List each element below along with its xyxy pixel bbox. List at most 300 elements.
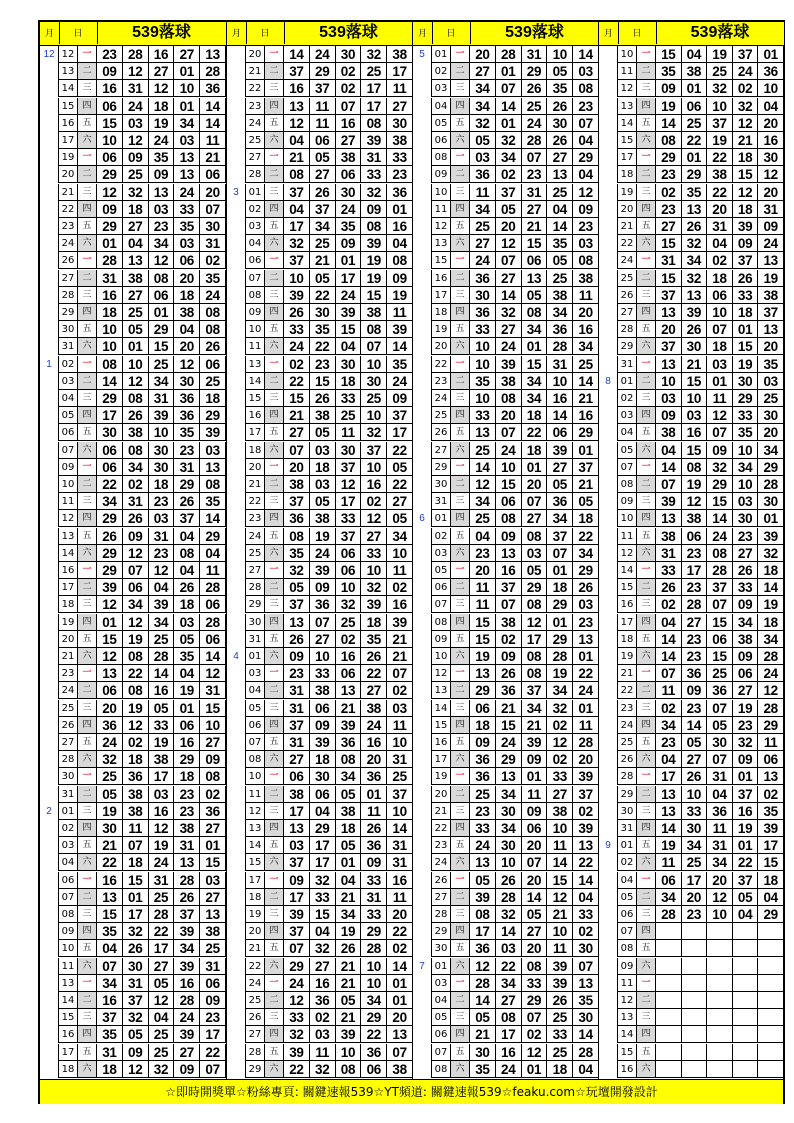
- draw-number: 10: [470, 356, 496, 373]
- draw-row: [413, 80, 599, 97]
- draw-number: 21: [682, 356, 708, 373]
- weekday-cell: 六: [451, 132, 470, 149]
- weekday-cell: 四: [78, 820, 97, 837]
- draw-number: 01: [522, 1061, 548, 1078]
- month-cell: [40, 854, 59, 871]
- draw-number: 26: [733, 562, 759, 579]
- draw-number: 10: [97, 132, 123, 149]
- month-cell: [40, 407, 59, 424]
- month-cell: [413, 545, 432, 562]
- draw-number: 02: [547, 717, 573, 734]
- month-cell: [40, 631, 59, 648]
- draw-number: 17: [361, 80, 387, 97]
- draw-number: 13: [656, 304, 682, 321]
- draw-number: 06: [200, 596, 226, 613]
- draw-number: 01: [758, 510, 784, 527]
- month-cell: [413, 1009, 432, 1026]
- draw-number: 26: [656, 579, 682, 596]
- draw-number: 28: [174, 872, 200, 889]
- draw-number: 29: [522, 992, 548, 1009]
- day-cell: 10: [432, 648, 451, 665]
- draw-number: 01: [496, 115, 522, 132]
- draw-number: 14: [547, 407, 573, 424]
- draw-number: 12: [470, 476, 496, 493]
- draw-number: 37: [310, 80, 336, 97]
- day-cell: 30: [59, 768, 78, 785]
- draw-number: 04: [200, 545, 226, 562]
- draw-number: 30: [707, 734, 733, 751]
- draw-row: [40, 270, 226, 287]
- draw-number: 39: [733, 218, 759, 235]
- draw-number: 16: [758, 132, 784, 149]
- weekday-cell: 六: [265, 338, 284, 355]
- draw-number: 10: [387, 803, 413, 820]
- draw-number: 12: [123, 1061, 149, 1078]
- day-cell: 08: [432, 614, 451, 631]
- draw-number: 12: [123, 63, 149, 80]
- draw-row: [413, 682, 599, 699]
- month-cell: [413, 166, 432, 183]
- draw-number: 01: [707, 373, 733, 390]
- draw-number: [758, 1026, 784, 1043]
- draw-number: 15: [733, 166, 759, 183]
- draw-row: [227, 528, 413, 545]
- draw-number: 10: [707, 906, 733, 923]
- day-cell: 28: [618, 321, 637, 338]
- draw-number: 38: [496, 614, 522, 631]
- draw-number: 29: [733, 390, 759, 407]
- weekday-cell: 四: [637, 1026, 656, 1043]
- draw-number: 38: [174, 820, 200, 837]
- draw-number: 30: [733, 510, 759, 527]
- draw-number: 14: [707, 510, 733, 527]
- day-cell: 06: [59, 872, 78, 889]
- draw-row: [227, 390, 413, 407]
- draw-row: [227, 958, 413, 975]
- draw-number: 14: [758, 579, 784, 596]
- weekday-cell: 五: [78, 218, 97, 235]
- weekday-cell: 三: [78, 80, 97, 97]
- draw-row: [40, 252, 226, 269]
- weekday-cell: 四: [78, 407, 97, 424]
- draw-number: 31: [149, 390, 175, 407]
- draw-row: [599, 201, 784, 218]
- draw-number: 09: [336, 235, 362, 252]
- draw-number: 34: [496, 975, 522, 992]
- draw-number: 13: [174, 166, 200, 183]
- draw-number: 36: [284, 510, 310, 527]
- draw-number: 10: [361, 407, 387, 424]
- draw-row: [40, 1026, 226, 1043]
- draw-number: 02: [758, 786, 784, 803]
- draw-number: 08: [200, 304, 226, 321]
- draw-number: 10: [200, 717, 226, 734]
- weekday-cell: 五: [78, 837, 97, 854]
- draw-number: 04: [470, 528, 496, 545]
- month-cell: [40, 889, 59, 906]
- month-cell: [227, 958, 246, 975]
- draw-number: 27: [200, 734, 226, 751]
- draw-number: 20: [522, 837, 548, 854]
- day-cell: 31: [59, 786, 78, 803]
- day-cell: 18: [618, 631, 637, 648]
- draw-number: 23: [682, 648, 708, 665]
- month-cell: [599, 631, 618, 648]
- draw-row: [599, 958, 784, 975]
- draw-number: 03: [310, 1026, 336, 1043]
- day-cell: 01: [59, 803, 78, 820]
- weekday-cell: 二: [265, 63, 284, 80]
- draw-number: 08: [361, 115, 387, 132]
- day-cell: 25: [59, 700, 78, 717]
- draw-number: 08: [123, 390, 149, 407]
- day-cell: 05: [432, 115, 451, 132]
- draw-number: 30: [149, 459, 175, 476]
- draw-number: 06: [149, 287, 175, 304]
- draw-number: 39: [174, 958, 200, 975]
- day-cell: 02: [618, 854, 637, 871]
- month-cell: 12: [40, 46, 59, 63]
- month-cell: [227, 98, 246, 115]
- draw-number: 32: [707, 80, 733, 97]
- weekday-cell: 六: [78, 442, 97, 459]
- draw-row: [413, 459, 599, 476]
- draw-number: 30: [496, 803, 522, 820]
- draw-row: [227, 424, 413, 441]
- weekday-cell: 五: [451, 424, 470, 441]
- draw-row: [413, 717, 599, 734]
- day-cell: 02: [432, 63, 451, 80]
- draw-number: 09: [200, 751, 226, 768]
- draw-number: 25: [758, 390, 784, 407]
- weekday-cell: 四: [265, 304, 284, 321]
- draw-number: 23: [310, 356, 336, 373]
- day-cell: 31: [618, 356, 637, 373]
- draw-number: 39: [470, 889, 496, 906]
- draw-number: 27: [682, 614, 708, 631]
- month-cell: [40, 493, 59, 510]
- draw-number: [682, 1044, 708, 1061]
- day-cell: 23: [432, 837, 451, 854]
- month-cell: [40, 768, 59, 785]
- draw-number: 19: [387, 287, 413, 304]
- weekday-cell: 一: [451, 149, 470, 166]
- month-cell: [40, 872, 59, 889]
- draw-number: 19: [758, 270, 784, 287]
- day-cell: 09: [432, 166, 451, 183]
- draw-row: [40, 218, 226, 235]
- weekday-cell: 五: [78, 528, 97, 545]
- draw-number: 23: [174, 803, 200, 820]
- month-cell: [599, 98, 618, 115]
- draw-number: 05: [123, 321, 149, 338]
- draw-number: 32: [149, 1061, 175, 1078]
- draw-number: 27: [310, 631, 336, 648]
- draw-number: 26: [682, 218, 708, 235]
- draw-row: [40, 528, 226, 545]
- draw-column-1: [40, 22, 226, 1079]
- draw-number: 09: [758, 218, 784, 235]
- draw-number: 19: [149, 734, 175, 751]
- draw-number: 29: [547, 631, 573, 648]
- draw-number: 34: [336, 768, 362, 785]
- draw-number: 36: [310, 992, 336, 1009]
- day-cell: 03: [432, 80, 451, 97]
- weekday-cell: 三: [637, 803, 656, 820]
- weekday-cell: 六: [78, 854, 97, 871]
- draw-number: 35: [573, 992, 599, 1009]
- draw-number: 30: [361, 373, 387, 390]
- draw-number: 15: [547, 872, 573, 889]
- day-cell: 26: [432, 424, 451, 441]
- draw-number: 03: [707, 356, 733, 373]
- draw-number: 33: [470, 820, 496, 837]
- draw-number: 06: [123, 579, 149, 596]
- draw-number: 39: [174, 923, 200, 940]
- draw-number: 17: [200, 1026, 226, 1043]
- day-cell: 26: [618, 751, 637, 768]
- month-cell: [227, 442, 246, 459]
- day-cell: 05: [59, 407, 78, 424]
- draw-number: 19: [149, 837, 175, 854]
- draw-number: 04: [123, 235, 149, 252]
- draw-number: 06: [310, 700, 336, 717]
- draw-number: 06: [200, 975, 226, 992]
- draw-number: 29: [758, 459, 784, 476]
- month-cell: [227, 820, 246, 837]
- draw-number: 14: [682, 717, 708, 734]
- draw-number: 02: [573, 803, 599, 820]
- draw-number: 30: [336, 442, 362, 459]
- draw-number: 25: [470, 510, 496, 527]
- draw-row: [413, 442, 599, 459]
- draw-row: [227, 906, 413, 923]
- draw-number: 37: [336, 459, 362, 476]
- draw-row: [599, 80, 784, 97]
- draw-row: [413, 493, 599, 510]
- draw-number: 30: [336, 184, 362, 201]
- draw-row: [599, 98, 784, 115]
- month-cell: [40, 751, 59, 768]
- draw-number: 09: [682, 682, 708, 699]
- weekday-cell: 二: [637, 579, 656, 596]
- draw-row: [599, 768, 784, 785]
- draw-number: 18: [123, 751, 149, 768]
- draw-number: 10: [361, 562, 387, 579]
- draw-number: 14: [656, 115, 682, 132]
- weekday-cell: 一: [78, 459, 97, 476]
- day-cell: 11: [618, 528, 637, 545]
- draw-number: 34: [733, 614, 759, 631]
- draw-number: 01: [573, 442, 599, 459]
- month-cell: [413, 992, 432, 1009]
- draw-number: 29: [522, 63, 548, 80]
- draw-number: 03: [387, 700, 413, 717]
- day-cell: 19: [59, 149, 78, 166]
- draw-number: 03: [758, 373, 784, 390]
- draw-number: 15: [470, 631, 496, 648]
- draw-row: [413, 218, 599, 235]
- weekday-cell: 二: [451, 373, 470, 390]
- weekday-cell: 二: [637, 476, 656, 493]
- draw-number: 14: [200, 98, 226, 115]
- month-cell: [227, 631, 246, 648]
- draw-number: 33: [470, 321, 496, 338]
- draw-number: 32: [123, 1009, 149, 1026]
- weekday-cell: 六: [78, 235, 97, 252]
- draw-number: 12: [149, 992, 175, 1009]
- day-cell: 10: [246, 768, 265, 785]
- draw-number: 15: [97, 631, 123, 648]
- draw-number: 12: [123, 717, 149, 734]
- draw-number: 22: [707, 184, 733, 201]
- draw-row: [599, 476, 784, 493]
- month-cell: [599, 166, 618, 183]
- day-cell: 09: [59, 459, 78, 476]
- draw-number: 01: [123, 338, 149, 355]
- month-cell: [227, 132, 246, 149]
- month-cell: [227, 596, 246, 613]
- draw-number: 12: [470, 958, 496, 975]
- draw-row: [599, 700, 784, 717]
- draw-row: [40, 579, 226, 596]
- weekday-cell: 四: [451, 717, 470, 734]
- draw-number: 13: [97, 665, 123, 682]
- draw-number: 23: [682, 906, 708, 923]
- day-cell: 25: [618, 734, 637, 751]
- draw-number: 13: [758, 768, 784, 785]
- day-cell: 27: [59, 734, 78, 751]
- draw-number: 33: [174, 201, 200, 218]
- draw-number: 08: [682, 459, 708, 476]
- draw-number: 33: [682, 803, 708, 820]
- weekday-cell: 四: [637, 510, 656, 527]
- weekday-cell: 四: [265, 820, 284, 837]
- month-cell: [227, 906, 246, 923]
- draw-number: 06: [496, 493, 522, 510]
- draw-number: 26: [284, 304, 310, 321]
- month-cell: [599, 304, 618, 321]
- draw-number: 25: [97, 768, 123, 785]
- month-cell: [413, 717, 432, 734]
- draw-number: 01: [200, 837, 226, 854]
- draw-row: [413, 820, 599, 837]
- weekday-cell: 五: [451, 734, 470, 751]
- draw-number: 27: [310, 958, 336, 975]
- draw-row: [40, 1044, 226, 1061]
- draw-row: [227, 700, 413, 717]
- draw-row: [40, 958, 226, 975]
- draw-number: 27: [361, 682, 387, 699]
- draw-number: 13: [758, 252, 784, 269]
- draw-number: 14: [496, 923, 522, 940]
- weekday-cell: 六: [451, 854, 470, 871]
- draw-number: 34: [758, 631, 784, 648]
- draw-number: 35: [174, 218, 200, 235]
- month-cell: [413, 493, 432, 510]
- draw-number: 27: [470, 235, 496, 252]
- month-cell: [40, 528, 59, 545]
- month-cell: [599, 717, 618, 734]
- day-cell: 05: [432, 562, 451, 579]
- weekday-cell: 三: [451, 803, 470, 820]
- draw-number: 02: [522, 1026, 548, 1043]
- draw-number: 30: [97, 424, 123, 441]
- draw-number: 29: [573, 149, 599, 166]
- month-cell: [227, 940, 246, 957]
- draw-row: [227, 46, 413, 63]
- weekday-cell: 三: [637, 493, 656, 510]
- draw-number: 03: [496, 940, 522, 957]
- draw-number: 04: [656, 751, 682, 768]
- draw-number: 08: [123, 682, 149, 699]
- weekday-cell: 三: [265, 493, 284, 510]
- day-cell: 27: [618, 304, 637, 321]
- weekday-cell: 六: [265, 958, 284, 975]
- draw-number: 25: [470, 218, 496, 235]
- draw-number: 06: [336, 166, 362, 183]
- day-cell: 23: [59, 218, 78, 235]
- draw-number: 25: [547, 1009, 573, 1026]
- draw-row: [40, 820, 226, 837]
- day-cell: 04: [59, 854, 78, 871]
- draw-number: 07: [573, 115, 599, 132]
- day-cell: 25: [246, 545, 265, 562]
- draw-number: 08: [284, 528, 310, 545]
- month-cell: [413, 442, 432, 459]
- draw-number: 16: [97, 80, 123, 97]
- draw-number: 19: [310, 528, 336, 545]
- weekday-cell: 一: [265, 562, 284, 579]
- draw-number: 21: [387, 631, 413, 648]
- month-cell: [599, 287, 618, 304]
- draw-number: 25: [149, 631, 175, 648]
- draw-number: 04: [310, 803, 336, 820]
- draw-row: [40, 665, 226, 682]
- draw-number: 23: [682, 579, 708, 596]
- draw-number: 13: [547, 166, 573, 183]
- draw-number: 38: [284, 786, 310, 803]
- weekday-cell: 二: [265, 682, 284, 699]
- draw-number: 33: [733, 579, 759, 596]
- draw-row: [40, 631, 226, 648]
- draw-number: 13: [97, 889, 123, 906]
- weekday-cell: 五: [637, 115, 656, 132]
- draw-number: 28: [758, 476, 784, 493]
- draw-number: 26: [547, 992, 573, 1009]
- draw-row: [40, 338, 226, 355]
- day-cell: 28: [246, 166, 265, 183]
- draw-number: 17: [284, 889, 310, 906]
- month-cell: [413, 906, 432, 923]
- draw-row: [40, 321, 226, 338]
- draw-number: 19: [707, 46, 733, 63]
- draw-row: [227, 132, 413, 149]
- weekday-cell: 五: [637, 1044, 656, 1061]
- draw-number: 14: [522, 889, 548, 906]
- weekday-cell: 一: [637, 872, 656, 889]
- draw-number: 32: [547, 700, 573, 717]
- draw-number: 05: [284, 579, 310, 596]
- draw-number: 17: [149, 768, 175, 785]
- draw-number: 01: [522, 459, 548, 476]
- weekday-cell: 二: [78, 889, 97, 906]
- draw-row: [413, 1044, 599, 1061]
- draw-row: [227, 442, 413, 459]
- draw-number: 39: [284, 906, 310, 923]
- draw-number: 32: [361, 424, 387, 441]
- draw-number: 15: [707, 493, 733, 510]
